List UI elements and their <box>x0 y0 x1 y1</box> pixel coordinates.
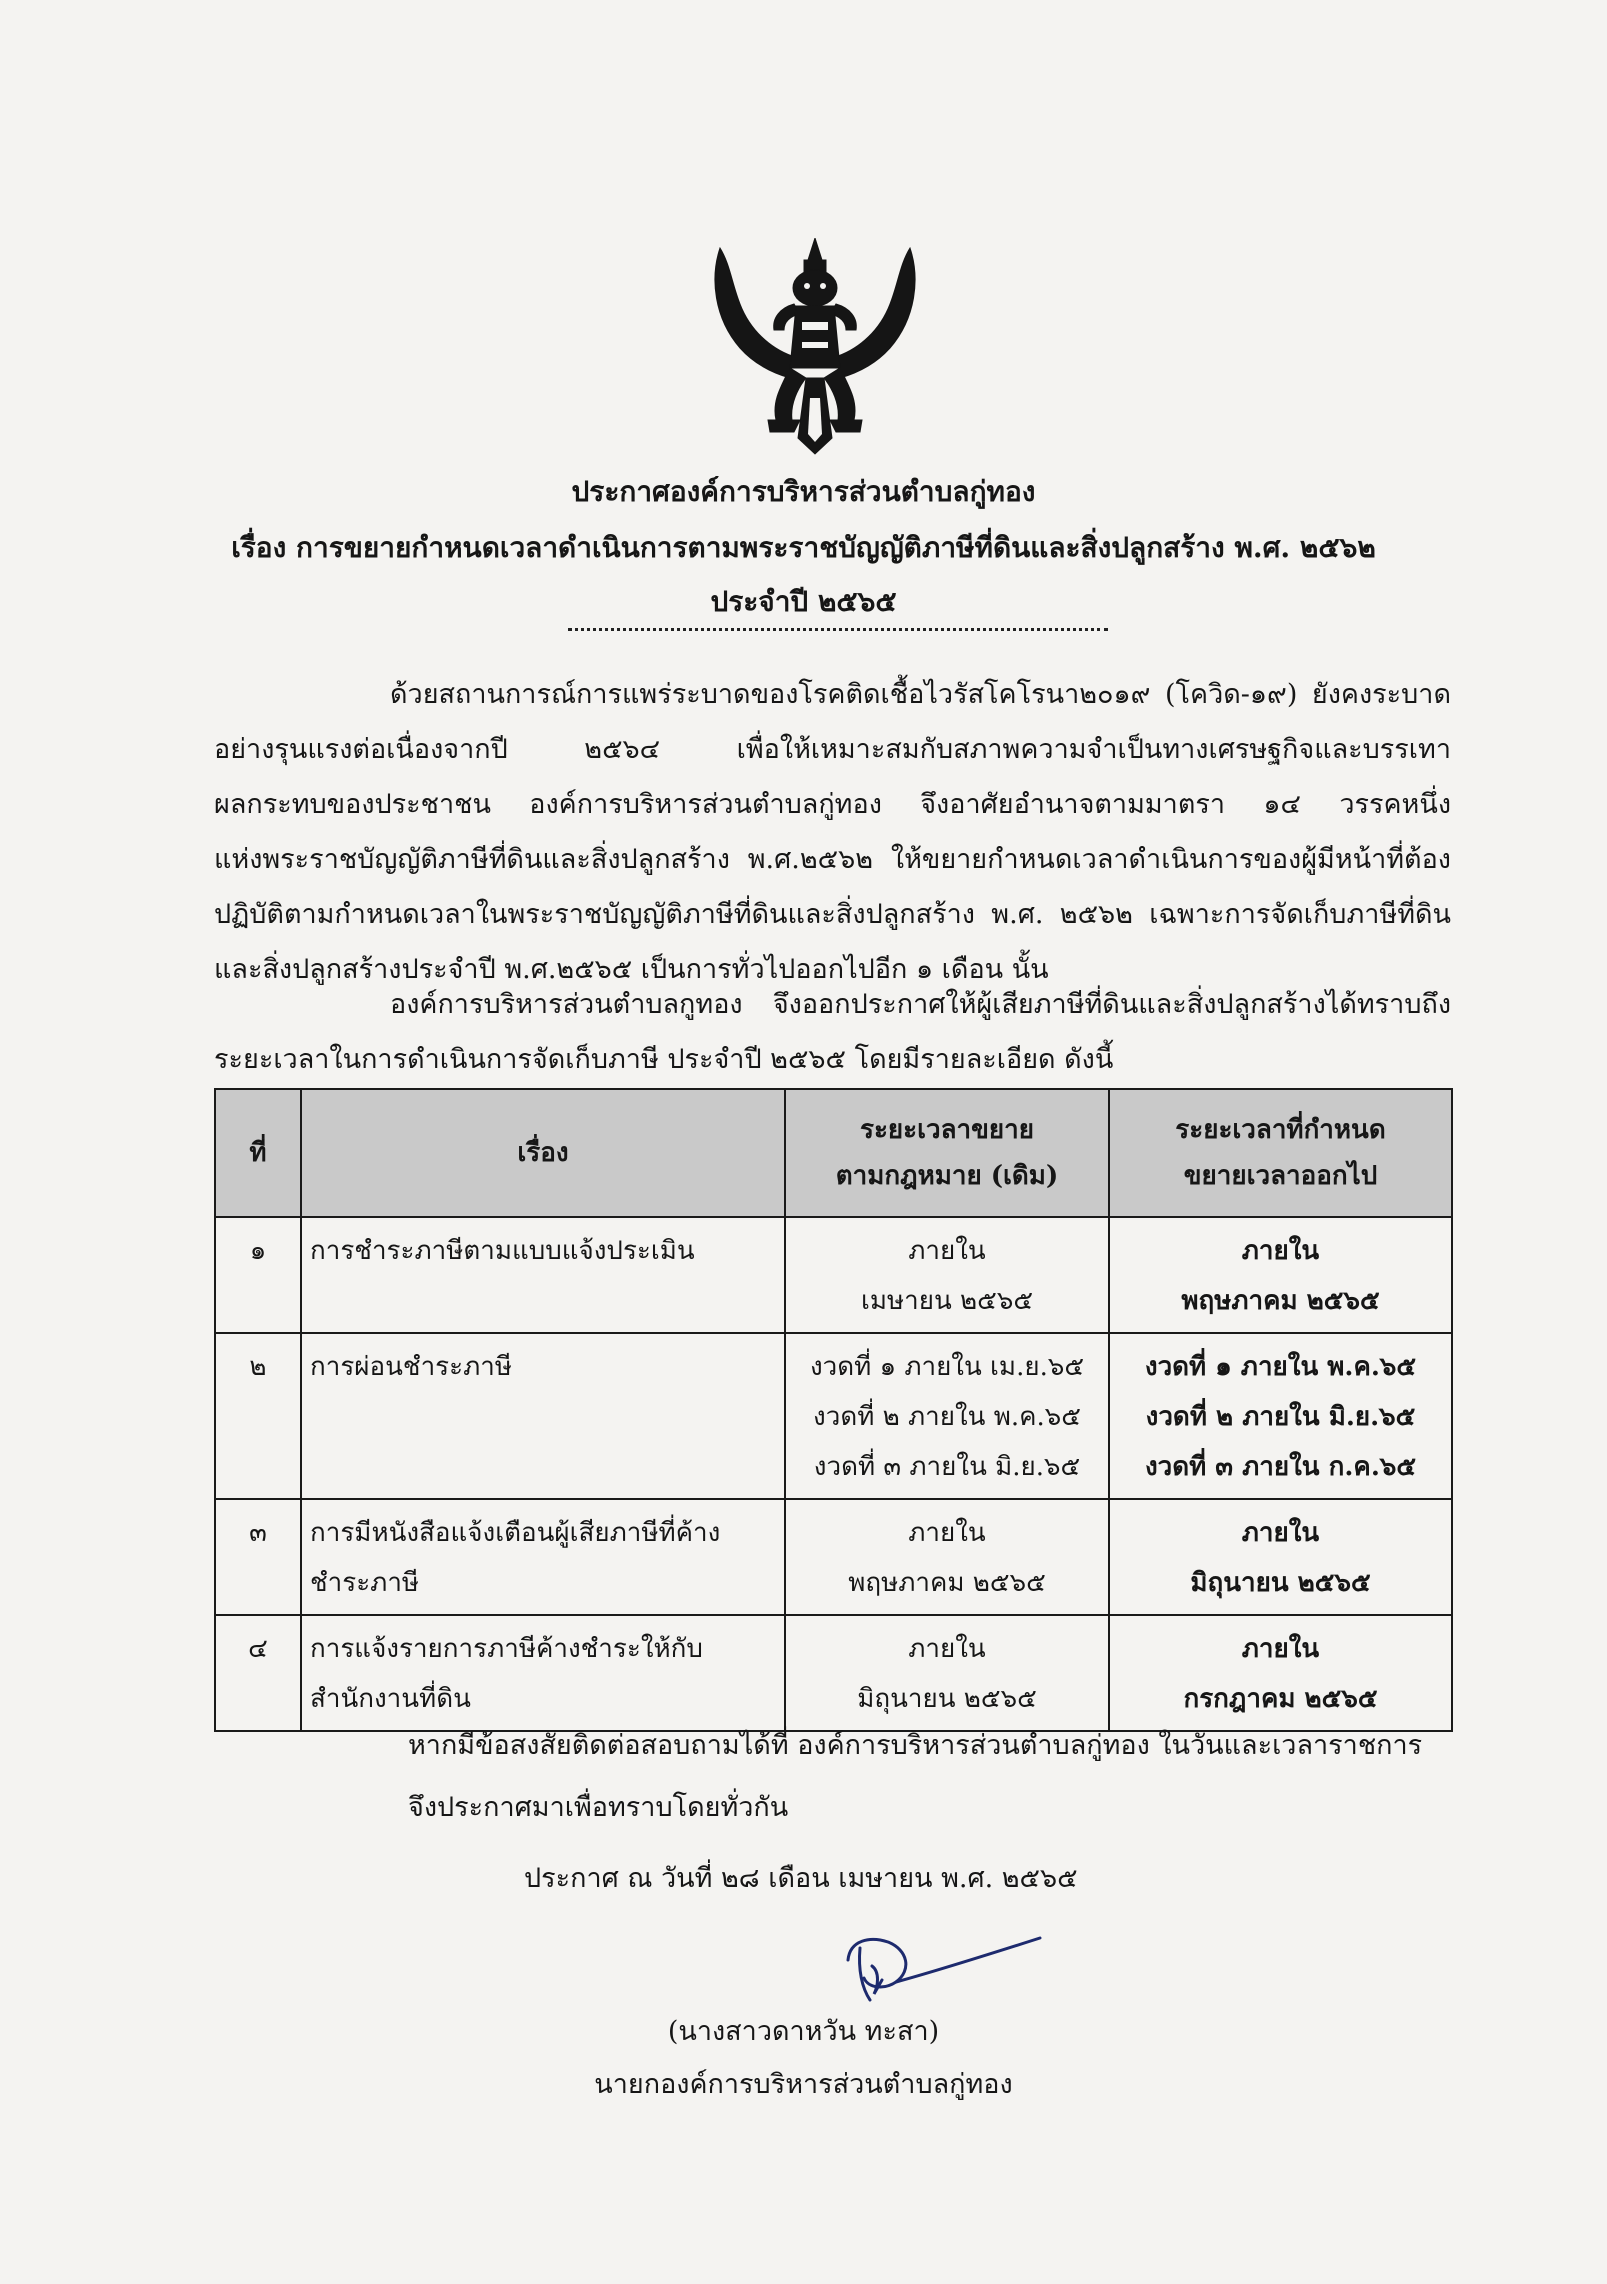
paragraph-line: ด้วยสถานการณ์การแพร่ระบาดของโรคติดเชื้อไวรัสโคโรนา๒๐๑๙ (โควิด-๑๙) ยังคงระบาด <box>390 679 1451 710</box>
row-no: ๔ <box>215 1615 301 1731</box>
row-original: งวดที่ ๑ ภายใน เม.ย.๖๕ งวดที่ ๒ ภายใน พ.ค.๖๕ งวดที่ ๓ ภายใน มิ.ย.๖๕ <box>785 1333 1109 1499</box>
paragraph-line: ระยะเวลาในการดำเนินการจัดเก็บภาษี ประจำปี ๒๕๖๕ โดยมีรายละเอียด ดังนี้ <box>214 1044 1114 1075</box>
paragraph-line: อย่างรุนแรงต่อเนื่องจากปี ๒๕๖๔ เพื่อให้เหมาะสมกับสภาพความจำเป็นทางเศรษฐกิจและบรรเทา <box>214 734 1451 765</box>
row-no: ๓ <box>215 1499 301 1615</box>
row-subject: การแจ้งรายการภาษีค้างชำระให้กับ สำนักงานที่ดิน <box>301 1615 785 1731</box>
row-original: ภายใน เมษายน ๒๕๖๕ <box>785 1217 1109 1333</box>
row-subject: การชำระภาษีตามแบบแจ้งประเมิน <box>301 1217 785 1333</box>
announcement-subject: เรื่อง การขยายกำหนดเวลาดำเนินการตามพระราชบัญญัติภาษีที่ดินและสิ่งปลูกสร้าง พ.ศ. ๒๕๖๒ <box>231 531 1376 564</box>
schedule-table <box>214 1088 1453 1732</box>
announcement-org-title: ประกาศองค์การบริหารส่วนตำบลกู่ทอง <box>571 475 1036 508</box>
paragraph-1 <box>214 667 1451 997</box>
table-row <box>215 1615 1452 1731</box>
signer-name: (นางสาวดาหวัน ทะสา) <box>667 2016 940 2047</box>
table-header-row <box>215 1089 1452 1217</box>
row-no: ๒ <box>215 1333 301 1499</box>
announce-line: จึงประกาศมาเพื่อทราบโดยทั่วกัน <box>408 1792 789 1823</box>
row-extended: งวดที่ ๑ ภายใน พ.ค.๖๕ งวดที่ ๒ ภายใน มิ.ย.๖๕ งวดที่ ๓ ภายใน ก.ค.๖๕ <box>1109 1333 1452 1499</box>
announcement-year: ประจำปี ๒๕๖๕ <box>710 585 897 618</box>
paragraph-line: ผลกระทบของประชาชน องค์การบริหารส่วนตำบลกู่ทอง จึงอาศัยอำนาจตามมาตรา ๑๔ วรรคหนึ่ง <box>214 789 1451 820</box>
header-subject: เรื่อง <box>301 1089 785 1217</box>
paragraph-line: องค์การบริหารส่วนตำบลกูทอง จึงออกประกาศให้ผู้เสียภาษีที่ดินและสิ่งปลูกสร้างได้ทราบถึง <box>390 989 1451 1020</box>
signer-title: นายกองค์การบริหารส่วนตำบลกู่ทอง <box>594 2069 1013 2100</box>
contact-line: หากมีข้อสงสัยติดต่อสอบถามได้ที่ องค์การบริหารส่วนตำบลกู่ทอง ในวันและเวลาราชการ <box>408 1730 1423 1761</box>
row-original: ภายใน พฤษภาคม ๒๕๖๕ <box>785 1499 1109 1615</box>
header-no: ที่ <box>215 1089 301 1217</box>
row-extended: ภายใน พฤษภาคม ๒๕๖๕ <box>1109 1217 1452 1333</box>
row-subject: การผ่อนชำระภาษี <box>301 1333 785 1499</box>
row-extended: ภายใน กรกฎาคม ๒๕๖๕ <box>1109 1615 1452 1731</box>
paragraph-line: และสิ่งปลูกสร้างประจำปี พ.ศ.๒๕๖๕ เป็นการทั่วไปออกไปอีก ๑ เดือน นั้น <box>214 954 1049 985</box>
row-original: ภายใน มิถุนายน ๒๕๖๕ <box>785 1615 1109 1731</box>
paragraph-2 <box>214 977 1451 1087</box>
header-original-period: ระยะเวลาขยาย ตามกฎหมาย (เดิม) <box>785 1089 1109 1217</box>
row-subject: การมีหนังสือแจ้งเตือนผู้เสียภาษีที่ค้าง ชำระภาษี <box>301 1499 785 1615</box>
announcement-date: ประกาศ ณ วันที่ ๒๘ เดือน เมษายน พ.ศ. ๒๕๖๕ <box>524 1863 1078 1894</box>
garuda-emblem-icon <box>710 238 920 456</box>
header-divider <box>568 628 1108 631</box>
paragraph-line: ปฏิบัติตามกำหนดเวลาในพระราชบัญญัติภาษีที่ดินและสิ่งปลูกสร้าง พ.ศ. ๒๕๖๒ เฉพาะการจัดเก็บภาษีที่ดิน <box>214 899 1451 930</box>
table-row <box>215 1217 1452 1333</box>
table-row <box>215 1499 1452 1615</box>
header-extended-period: ระยะเวลาที่กำหนด ขยายเวลาออกไป <box>1109 1089 1452 1217</box>
row-no: ๑ <box>215 1217 301 1333</box>
row-extended: ภายใน มิถุนายน ๒๕๖๕ <box>1109 1499 1452 1615</box>
table-row <box>215 1333 1452 1499</box>
signature-image <box>830 1930 1050 2010</box>
paragraph-line: แห่งพระราชบัญญัติภาษีที่ดินและสิ่งปลูกสร้าง พ.ศ.๒๕๖๒ ให้ขยายกำหนดเวลาดำเนินการของผู้มีหน้าที่ต้อง <box>214 844 1451 875</box>
